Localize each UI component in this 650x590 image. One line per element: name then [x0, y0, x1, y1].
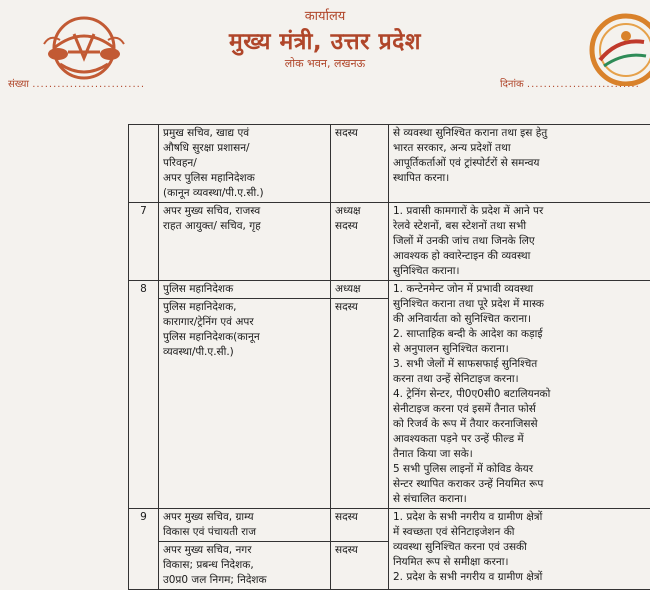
official-line: पुलिस महानिदेशक: [163, 282, 326, 297]
official-line: कारागार/ट्रेनिंग एवं अपर: [163, 315, 326, 330]
role-label: सदस्य: [335, 543, 384, 558]
official-line: उ0प्र0 जल निगम; निदेशक: [163, 573, 326, 588]
serial-number: 8: [129, 281, 159, 509]
official-line: परिवहन/: [163, 156, 326, 171]
responsibility-line: स्थापित करना।: [393, 171, 646, 186]
responsibility-line: 1. कन्टेनमेन्ट जोन में प्रभावी व्यवस्था: [393, 282, 646, 297]
official-line: विकास; प्रबन्ध निदेशक,: [163, 558, 326, 573]
official-line: विकास एवं पंचायती राज: [163, 525, 326, 540]
responsibility-table: [128, 124, 650, 590]
jubilee-logo-icon: [584, 8, 650, 86]
responsibility-line: से अनुपालन सुनिश्चित कराना।: [393, 342, 646, 357]
table-row: [129, 281, 650, 509]
responsibility-line: जिलों में उनकी जांच तथा जिनके लिए: [393, 234, 646, 249]
official-line: अपर पुलिस महानिदेशक: [163, 171, 326, 186]
responsibility-line: तैनात किया जा सके।: [393, 447, 646, 462]
responsibility-line: 3. सभी जेलों में साफसफाई सुनिश्चित: [393, 357, 646, 372]
responsibility-line: की अनिवार्यता को सुनिश्चित कराना।: [393, 312, 646, 327]
cell-divider: [159, 298, 330, 299]
officials-cell: [159, 509, 331, 590]
responsibility-line: करना तथा उन्हें सेनिटाइज करना।: [393, 372, 646, 387]
responsibility-line: को रिजर्व के रूप में तैयार करनाजिससे: [393, 417, 646, 432]
office-address: लोक भवन, लखनऊ: [0, 56, 650, 71]
responsibility-line: सेनीटाइज करना एवं इसमें तैनात फोर्स: [393, 402, 646, 417]
official-line: पुलिस महानिदेशक(कानून: [163, 330, 326, 345]
responsibility-line: सुनिश्चित कराना।: [393, 264, 646, 279]
responsibility-line: से व्यवस्था सुनिश्चित कराना तथा इस हेतु: [393, 126, 646, 141]
officials-cell: [159, 203, 331, 281]
responsibility-line: 5 सभी पुलिस लाइनों में कोविड केयर: [393, 462, 646, 477]
role-label: सदस्य: [335, 510, 384, 525]
responsibility-line: नियमित रूप से समीक्षा करना।: [393, 555, 646, 570]
role-label: सदस्य: [335, 219, 384, 234]
ref-label: संख्या: [8, 79, 29, 90]
office-title: मुख्य मंत्री, उत्तर प्रदेश: [0, 24, 650, 56]
responsibility-line: 1. प्रवासी कामगारों के प्रदेश में आने पर: [393, 204, 646, 219]
responsibility-cell: [389, 281, 650, 509]
official-line: अपर मुख्य सचिव, ग्राम्य: [163, 510, 326, 525]
office-label: कार्यालय: [0, 6, 650, 24]
responsibility-line: से संचालित कराना।: [393, 492, 646, 507]
official-line: औषधि सुरक्षा प्रशासन/: [163, 141, 326, 156]
responsibility-line: सेन्टर स्थापित कराकर उन्हें नियमित रूप: [393, 477, 646, 492]
table-row: [129, 125, 650, 203]
table-row: [129, 203, 650, 281]
responsibility-cell: [389, 509, 650, 590]
role-label: अध्यक्ष: [335, 204, 384, 219]
responsibility-line: भारत सरकार, अन्य प्रदेशों तथा: [393, 141, 646, 156]
date-dots: ...........................: [527, 79, 640, 90]
role-cell: [331, 203, 389, 281]
official-line: राहत आयुक्त/ सचिव, गृह: [163, 219, 326, 234]
role-cell: [331, 281, 389, 509]
role-cell: [331, 509, 389, 590]
responsibility-line: रेलवे स्टेशनों, बस स्टेशनों तथा सभी: [393, 219, 646, 234]
serial-number: 7: [129, 203, 159, 281]
role-label: सदस्य: [335, 126, 384, 141]
responsibility-cell: [389, 203, 650, 281]
official-line: पुलिस महानिदेशक,: [163, 300, 326, 315]
official-line: प्रमुख सचिव, खाद्य एवं: [163, 126, 326, 141]
serial-number: [129, 125, 159, 203]
official-line: अपर मुख्य सचिव, नगर: [163, 543, 326, 558]
responsibility-line: 4. ट्रेनिंग सेन्टर, पी0ए0सी0 बटालियनको: [393, 387, 646, 402]
table-row: [129, 509, 650, 590]
role-label: सदस्य: [335, 300, 384, 315]
responsibility-line: 1. प्रदेश के सभी नगरीय व ग्रामीण क्षेत्रों: [393, 510, 646, 525]
responsibility-line: 2. प्रदेश के सभी नगरीय व ग्रामीण क्षेत्रों: [393, 570, 646, 585]
cell-divider: [331, 541, 388, 542]
responsibility-cell: [389, 125, 650, 203]
role-spacer: [335, 525, 384, 540]
role-cell: [331, 125, 389, 203]
responsibility-line: आवश्यकता पड़ने पर उन्हें फील्ड में: [393, 432, 646, 447]
letterhead: [0, 0, 650, 95]
reference-number: [8, 76, 145, 90]
responsibility-line: सुनिश्चित कराना तथा पूरे प्रदेश में मास्क: [393, 297, 646, 312]
responsibility-line: व्यवस्था सुनिश्चित करना एवं उसकी: [393, 540, 646, 555]
responsibility-line: 2. साप्ताहिक बन्दी के आदेश का कड़ाई: [393, 327, 646, 342]
serial-number: 9: [129, 509, 159, 590]
official-line: (कानून व्यवस्था/पी.ए.सी.): [163, 186, 326, 201]
official-line: अपर मुख्य सचिव, राजस्व: [163, 204, 326, 219]
date-label: दिनांक: [500, 79, 524, 90]
role-label: अध्यक्ष: [335, 282, 384, 297]
responsibility-line: में स्वच्छता एवं सेनिटाइजेशन की: [393, 525, 646, 540]
officials-cell: [159, 125, 331, 203]
ref-dots: ...........................: [32, 79, 145, 90]
cell-divider: [331, 298, 388, 299]
responsibility-line: आपूर्तिकर्ताओं एवं ट्रांस्पोर्टरों से समन्वय: [393, 156, 646, 171]
cell-divider: [159, 541, 330, 542]
responsibility-line: आवश्यक हो क्वारेन्टाइन की व्यवस्था: [393, 249, 646, 264]
officials-cell: [159, 281, 331, 509]
official-line: व्यवस्था/पी.ए.सी.): [163, 345, 326, 360]
